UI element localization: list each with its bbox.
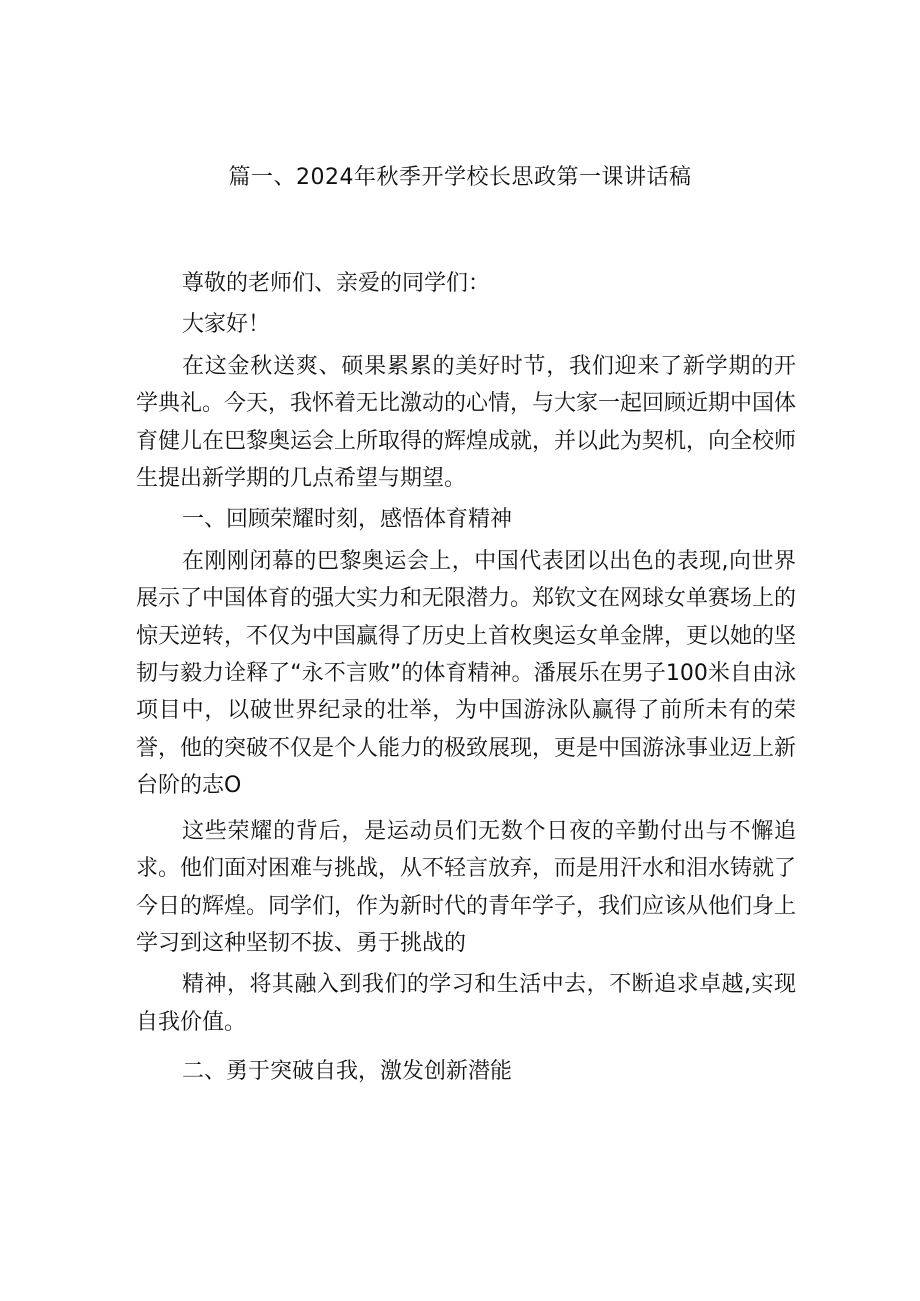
section-heading-1: 一、回顾荣耀时刻，感悟体育精神 <box>182 507 513 533</box>
document-body <box>136 265 796 1091</box>
paragraph-effort: 这些荣耀的背后，是运动员们无数个日夜的辛勤付出与不懈追求。他们面对困难与挑战，从不轻言放弃，而是用汗水和泪水铸就了今日的辉煌。同学们，作为新时代的青年学子，我们应该从他们身上学习到这种坚韧不拔、勇于挑战的 <box>136 818 797 956</box>
section-heading-2: 二、勇于突破自我，激发创新潜能 <box>182 1059 513 1085</box>
paragraph-intro: 在这金秋送爽、硕果累累的美好时节，我们迎来了新学期的开学典礼。今天，我怀着无比激动的心情，与大家一起回顾近期中国体育健儿在巴黎奥运会上所取得的辉煌成就，并以此为契机，向全校师生提出新学期的几点希望与期望。 <box>136 353 797 492</box>
salutation: 尊敬的老师们、亲爱的同学们： <box>182 271 491 296</box>
document-title: 篇一、2024年秋季开学校长思政第一课讲话稿 <box>228 165 692 190</box>
paragraph-spirit: 精神，将其融入到我们的学习和生活中去，不断追求卓越,实现自我价值。 <box>136 972 796 1035</box>
greeting: 大家好！ <box>182 312 271 338</box>
paragraph-olympics: 在刚刚闭幕的巴黎奥运会上，中国代表团以出色的表现,向世界展示了中国体育的强大实力和无限潜力。郑钦文在网球女单赛场上的惊天逆转，不仅为中国赢得了历史上首枚奥运女单金牌，更以她的坚韧与毅力诠释了“永不言败”的体育精神。潘展乐在男子100米自由泳项目中，以破世界纪录的壮举，为中国游泳队赢得了前所未有的荣誉，他的突破不仅是个人能力的极致展现，更是中国游泳事业迈上新台阶的志O <box>136 548 797 799</box>
